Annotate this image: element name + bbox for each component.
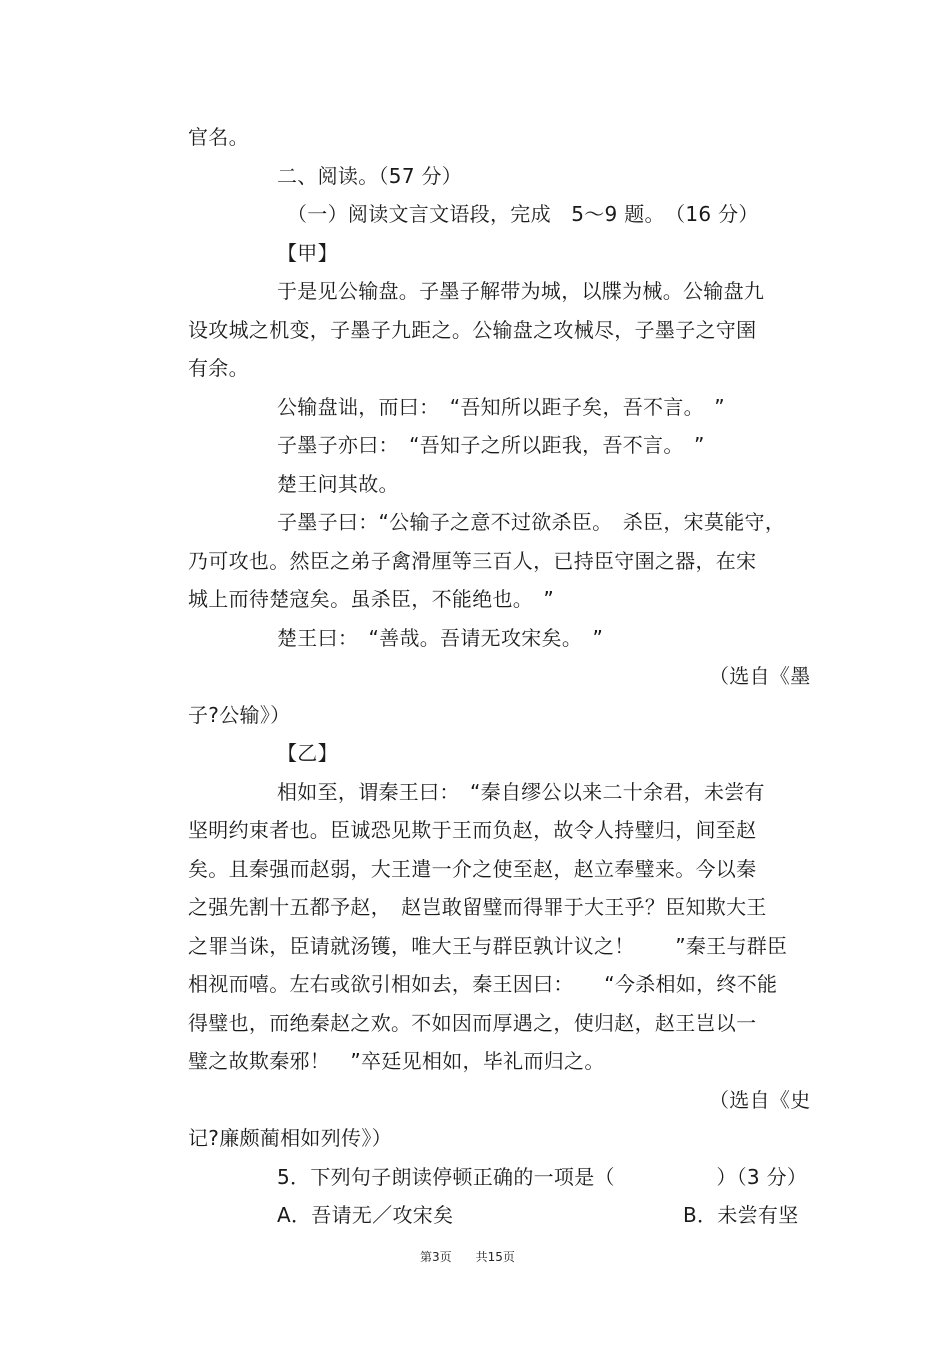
text-line: 乃可攻也。然臣之弟子禽滑厘等三百人，已持臣守圉之器，在宋 (188, 549, 757, 573)
text-line: 坚明约束者也。臣诚恐见欺于王而负赵，故令人持璧归，间至赵 (188, 818, 757, 842)
text-line: 之强先割十五都予赵， 赵岂敢留璧而得罪于大王乎？臣知欺大王 (188, 895, 767, 919)
text-line: 楚王曰： “善哉。吾请无攻宋矣。 ” (277, 626, 604, 650)
passage-label-yi: 【乙】 (277, 741, 338, 765)
question-5: 5．下列句子朗读停顿正确的一项是（ ）（3 分） (277, 1165, 808, 1189)
text-line: 有余。 (188, 356, 249, 380)
subsection-heading: （一）阅读文言文语段，完成 5～9 题。 （16 分） (287, 202, 759, 226)
text-line: 璧之故欺秦邪！ ”卒廷见相如，毕礼而归之。 (188, 1049, 605, 1073)
text-line: 之罪当诛，臣请就汤镬，唯大王与群臣孰计议之！ ”秦王与群臣 (188, 934, 788, 958)
text-line: 得璧也，而绝秦赵之欢。不如因而厚遇之，使归赵，赵王岂以一 (188, 1011, 757, 1035)
source-citation: （选自《墨 (709, 664, 811, 688)
option-b: B．未尝有坚 (683, 1203, 799, 1227)
source-citation: （选自《史 (709, 1088, 811, 1112)
source-citation: 子?公输》） (188, 703, 291, 727)
text-line: 城上而待楚寇矣。虽杀臣，不能绝也。 ” (188, 587, 555, 611)
text-line: 官名。 (188, 125, 249, 149)
text-line: 相如至，谓秦王曰： “秦自缪公以来二十余君，未尝有 (277, 780, 765, 804)
source-citation: 记?廉颇蔺相如列传》） (188, 1126, 392, 1150)
text-line: 子墨子曰：“公输子之意不过欲杀臣。 杀臣，宋莫能守， (277, 510, 786, 534)
text-line: 矣。且秦强而赵弱，大王遣一介之使至赵，赵立奉璧来。今以秦 (188, 857, 757, 881)
page-footer: 第3页 共15页 (420, 1250, 515, 1264)
text-line: 子墨子亦曰： “吾知子之所以距我，吾不言。 ” (277, 433, 705, 457)
text-line: 楚王问其故。 (277, 472, 399, 496)
text-line: 于是见公输盘。子墨子解带为城，以牒为械。公输盘九 (277, 279, 765, 303)
option-a: A．吾请无／攻宋矣 (277, 1203, 454, 1227)
text-line: 相视而嘻。左右或欲引相如去，秦王因曰： “今杀相如，终不能 (188, 972, 778, 996)
passage-label-jia: 【甲】 (277, 241, 338, 265)
text-line: 公输盘诎，而曰： “吾知所以距子矣，吾不言。 ” (277, 395, 725, 419)
text-line: 设攻城之机变，子墨子九距之。公输盘之攻械尽，子墨子之守圉 (188, 318, 757, 342)
section-heading: 二、阅读。（57 分） (277, 164, 463, 188)
